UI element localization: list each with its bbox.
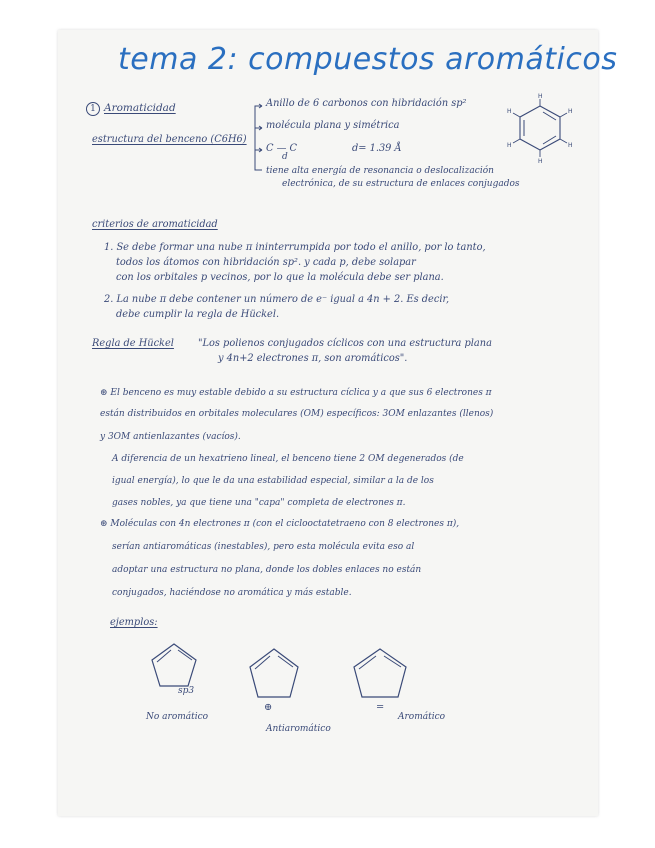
section-title: Aromaticidad xyxy=(104,102,176,114)
benzene-structure-heading: estructura del benceno (C6H6) xyxy=(92,134,247,145)
page-title: tema 2: compuestos aromáticos xyxy=(118,42,618,77)
bullet-resonance: tiene alta energía de resonancia o deslocalización xyxy=(266,166,494,176)
bullet-planar: molécula plana y simétrica xyxy=(266,120,400,131)
cyclopentadienyl-cation-diagram xyxy=(248,645,308,707)
benzene-note-line6: gases nobles, ya que tiene una "capa" completa de electrones π. xyxy=(112,498,406,508)
svg-text:H: H xyxy=(507,142,512,149)
svg-text:H: H xyxy=(507,108,512,115)
criteria-heading: criterios de aromaticidad xyxy=(92,219,218,230)
anion-charge: = xyxy=(376,702,385,713)
bullet-hybridization: Anillo de 6 carbonos con hibridación sp² xyxy=(266,98,467,109)
benzene-note-line3: y 3OM antienlazantes (vacíos). xyxy=(100,432,241,442)
bond-distance: d= 1.39 Å xyxy=(352,143,402,154)
section-number: 1 xyxy=(86,102,100,116)
cot-note-line4: conjugados, haciéndose no aromática y más estable. xyxy=(112,588,352,598)
svg-text:H: H xyxy=(538,158,543,165)
huckel-rule-line2: y 4n+2 electrones π, son aromáticos". xyxy=(218,353,408,364)
benzene-note-line2: están distribuidos en orbitales moleculares (OM) específicos: 3OM enlazantes (llenos) xyxy=(100,409,494,419)
bullet-bond: C — C xyxy=(266,143,298,154)
criteria-item-2-line2: debe cumplir la regla de Hückel. xyxy=(116,309,280,320)
cation-charge: ⊕ xyxy=(264,702,273,713)
cot-note-line3: adoptar una estructura no plana, donde los dobles enlaces no están xyxy=(112,565,422,575)
criteria-item-2: 2. La nube π debe contener un número de e⁻ igual a 4n + 2. Es decir, xyxy=(104,294,450,305)
benzene-note-line1: ⊛ El benceno es muy estable debido a su estructura cíclica y a que sus 6 electrones π xyxy=(100,388,492,398)
benzene-structure-diagram xyxy=(500,93,580,166)
examples-heading: ejemplos: xyxy=(110,617,158,628)
benzene-note-line4: A diferencia de un hexatrieno lineal, el benceno tiene 2 OM degenerados (de xyxy=(112,454,464,464)
cot-note-line1: ⊛ Moléculas con 4n electrones π (con el ciclooctatetraeno con 8 electrones π), xyxy=(100,519,460,529)
cot-note-line2: serían antiaromáticas (inestables), pero esta molécula evita eso al xyxy=(112,542,415,552)
svg-text:H: H xyxy=(568,142,573,149)
cyclopentadienyl-anion-diagram xyxy=(352,645,414,707)
criteria-item-1: 1. Se debe formar una nube π ininterrumpida por todo el anillo, por lo tanto, xyxy=(104,242,486,253)
criteria-item-1-line2: todos los átomos con hibridación sp². y cada p, debe solapar xyxy=(116,257,416,268)
bullet-resonance-cont: electrónica, de su estructura de enlaces conjugados xyxy=(282,179,520,189)
huckel-label: Regla de Hückel xyxy=(92,338,174,349)
section-heading xyxy=(86,102,176,116)
example-label-aromatic: Aromático xyxy=(398,712,446,722)
huckel-rule-line1: "Los polienos conjugados cíclicos con una estructura plana xyxy=(198,338,492,349)
sp3-label: sp3 xyxy=(178,686,195,696)
svg-text:H: H xyxy=(538,93,543,100)
bond-label: d xyxy=(282,152,288,162)
example-label-antiaromatic: Antiaromático xyxy=(266,724,331,734)
benzene-note-line5: igual energía), lo que le da una estabilidad especial, similar a la de los xyxy=(112,476,434,486)
svg-text:H: H xyxy=(568,108,573,115)
criteria-item-1-line3: con los orbitales p vecinos, por lo que la molécula debe ser plana. xyxy=(116,272,444,283)
bullet-bracket xyxy=(252,102,264,174)
example-label-nonaromatic: No aromático xyxy=(146,712,209,722)
